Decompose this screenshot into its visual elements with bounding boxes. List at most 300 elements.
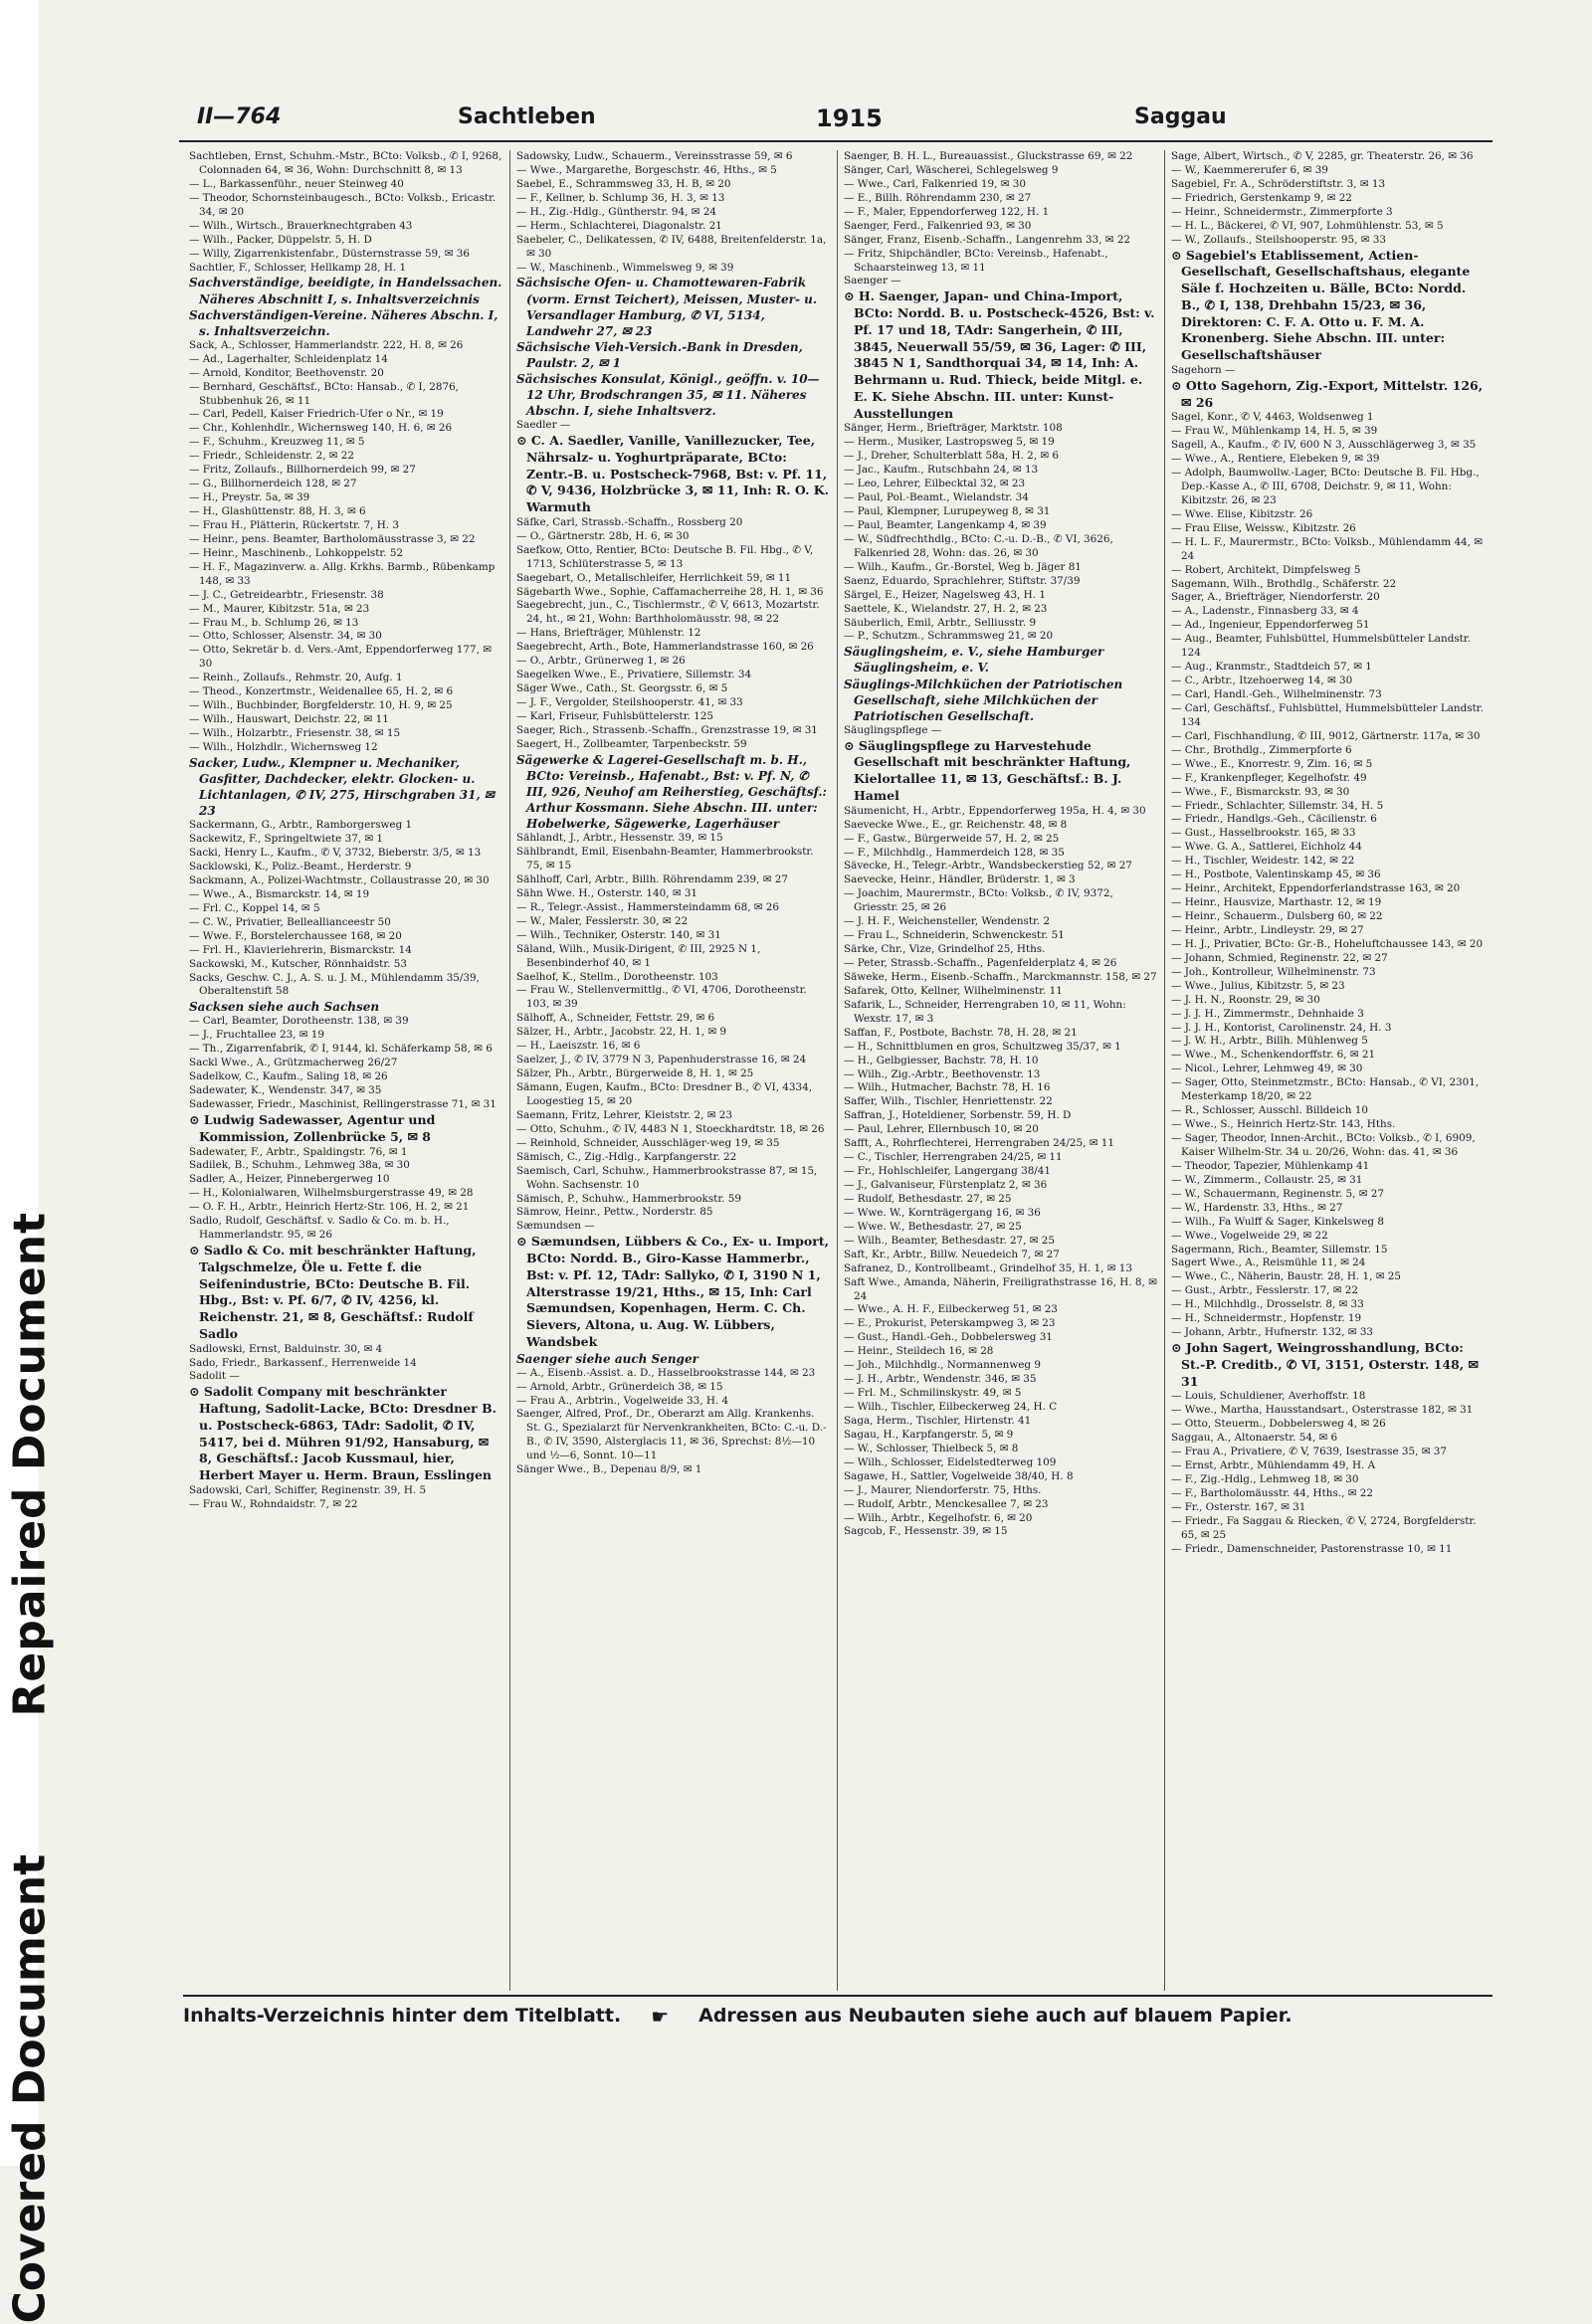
- directory-entry: — Ernst, Arbtr., Mühlendamm 49, H. A: [1171, 1459, 1376, 1471]
- directory-entry: — M., Maurer, Kibitzstr. 51a, ✉ 23: [189, 602, 370, 615]
- directory-entry: — Heinr., Arbtr., Lindleystr. 29, ✉ 27: [1171, 923, 1364, 936]
- directory-entry: — H., Tischler, Weidestr. 142, ✉ 22: [1171, 855, 1355, 868]
- directory-entry: Sählbrandt, Emil, Eisenbahn-Beamter, Hammerbrookstr. 75, ✉ 15: [516, 846, 814, 872]
- page-footer: [183, 1995, 1492, 2029]
- directory-entry: Särke, Chr., Vize, Grindelhof 25, Hths.: [844, 943, 1046, 956]
- directory-entry: — Frau A., Privatiere, ✆ V, 7639, Isestrasse 35, ✉ 37: [1171, 1446, 1447, 1458]
- directory-entry: Saft, Kr., Arbtr., Billw. Neuedeich 7, ✉ 27: [844, 1248, 1060, 1260]
- directory-entry: Saelhof, K., Stellm., Dorotheenstr. 103: [516, 970, 718, 983]
- directory-entry: — Hans, Briefträger, Mühlenstr. 12: [516, 627, 701, 640]
- directory-entry: — Wwe., Martha, Hausstandsart., Osterstrasse 182, ✉ 31: [1171, 1404, 1474, 1417]
- directory-entry: — H., Gelbgiesser, Bachstr. 78, H. 10: [844, 1054, 1039, 1066]
- directory-entry: — J. W. H., Arbtr., Billh. Mühlenweg 5: [1171, 1035, 1368, 1048]
- directory-entry: — Nicol., Lehrer, Lehmweg 49, ✉ 30: [1171, 1063, 1363, 1075]
- directory-entry: — Theodor, Schornsteinbaugesch., BCto: Volksb., Ericastr. 34, ✉ 20: [189, 191, 497, 218]
- directory-entry: — Wwe., C., Näherin, Baustr. 28, H. 1, ✉ 25: [1171, 1270, 1401, 1283]
- directory-entry: Saffer, Wilh., Tischler, Henriettenstr. 22: [844, 1095, 1053, 1108]
- directory-entry: — Frl. M., Schmilinskystr. 49, ✉ 5: [844, 1387, 1022, 1400]
- directory-entry: Säumenicht, H., Arbtr., Eppendorferweg 195a, H. 4, ✉ 30: [844, 804, 1146, 817]
- directory-entry: Sachverständige, beeidigte, in Handelssachen. Näheres Abschnitt I, s. Inhaltsverzeichnis: [189, 276, 502, 306]
- directory-entry: — Wilh., Tischler, Eilbeckerweg 24, H. C: [844, 1401, 1058, 1414]
- directory-entry: — Bernhard, Geschäftsf., BCto: Hansab., ✆ I, 2876, Stubbenhuk 26, ✉ 11: [189, 380, 459, 407]
- directory-entry: — Wilh., Zig.-Arbtr., Beethovenstr. 13: [844, 1067, 1041, 1080]
- directory-entry: Saevecke, Heinr., Händler, Brüderstr. 1, ✉ 3: [844, 873, 1076, 886]
- directory-entry: — Theod., Konzertmstr., Weidenallee 65, H. 2, ✉ 6: [189, 685, 454, 698]
- directory-entry: — F., Krankenpfleger, Kegelhofstr. 49: [1171, 771, 1367, 784]
- directory-entry: Saft Wwe., Amanda, Näherin, Freiligrathstrasse 16, H. 8, ✉ 24: [844, 1275, 1157, 1302]
- directory-entry: Saebeler, C., Delikatessen, ✆ IV, 6488, Breitenfelderstr. 1a, ✉ 30: [516, 233, 827, 260]
- directory-entry: Saffan, F., Postbote, Bachstr. 78, H. 28, ✉ 21: [844, 1026, 1078, 1039]
- directory-entry: ⊙ Sæmundsen, Lübbers & Co., Ex- u. Import, BCto: Nordd. B., Giro-Kasse Hammerbr., Bst: v. Pf. 12, TAdr: Sallyko, ✆ I, 3190 N 1, Alterstrasse 19/21, Hths., ✉ 15, Inh: Carl Sæmundsen, Kopenhagen, Herm. C. Ch. Sievers, Altona, u. Aug. W. Lübbers, Wandsbek: [516, 1234, 829, 1349]
- left-margin-band: [0, 0, 56, 2324]
- directory-entry: — Friedr., Handlgs.-Geh., Cäcilienstr. 6: [1171, 813, 1377, 826]
- directory-entry: — J., Galvaniseur, Fürstenplatz 2, ✉ 36: [844, 1179, 1048, 1192]
- directory-entry: — J. H. N., Roonstr. 29, ✉ 30: [1171, 993, 1320, 1006]
- directory-entry: — L., Barkassenführ., neuer Steinweg 40: [189, 177, 404, 190]
- directory-entry: Sacki, Henry L., Kaufm., ✆ V, 3732, Bieberstr. 3/5, ✉ 13: [189, 847, 482, 860]
- directory-entry: — C., Arbtr., Itzehoerweg 14, ✉ 30: [1171, 675, 1353, 687]
- directory-entry: Säuglingsheim, e. V., siehe Hamburger Säuglingsheim, e. V.: [844, 645, 1104, 676]
- directory-entry: — F., Milchhdlg., Hammerdeich 128, ✉ 35: [844, 846, 1065, 859]
- directory-entry: — Johann, Schmied, Reginenstr. 22, ✉ 27: [1171, 951, 1388, 964]
- directory-entry: — Wwe., Julius, Kibitzstr. 5, ✉ 23: [1171, 979, 1345, 992]
- directory-entry: Saefkow, Otto, Rentier, BCto: Deutsche B. Fil. Hbg., ✆ V, 1713, Schlüterstrasse 5, ✉ 13: [516, 543, 814, 570]
- directory-entry: Saegebrecht, jun., C., Tischlermstr., ✆ V, 6613, Mozartstr. 24, ht., ✉ 21, Wohn: Barthholomäusstr. 98, ✉ 22: [516, 599, 820, 626]
- directory-entry: Sagemann, Wilh., Brothdlg., Schäferstr. 22: [1171, 577, 1397, 590]
- directory-entry: — Carl, Fischhandlung, ✆ III, 9012, Gärtnerstr. 117a, ✉ 30: [1171, 729, 1481, 742]
- directory-entry: ⊙ H. Saenger, Japan- und China-Import, BCto: Nordd. B. u. Postscheck-4526, Bst: v. Pf. 17 und 18, TAdr: Sangerhein, ✆ III, 3845, Neuerwall 55/59, ✉ 36, Lager: ✆ III, 3845 N 1, Sandthorquai 34, ✉ 14, Inh: A. Behrmann u. Rud. Thieck, beide Mitgl. e. E. K. Siehe Abschn. III. unter: Kunst-Ausstellungen: [844, 289, 1155, 421]
- directory-columns: [183, 150, 1492, 1991]
- directory-entry: Saemann, Fritz, Lehrer, Kleiststr. 2, ✉ 23: [516, 1108, 732, 1121]
- directory-entry: Säland, Wilh., Musik-Dirigent, ✆ III, 2925 N 1, Besenbinderhof 40, ✉ 1: [516, 942, 761, 969]
- directory-entry: — Wilh., Arbtr., Kegelhofstr. 6, ✉ 20: [844, 1511, 1033, 1524]
- directory-entry: Sähn Wwe. H., Osterstr. 140, ✉ 31: [516, 886, 698, 899]
- directory-entry: Safranez, D., Kontrollbeamt., Grindelhof 35, H. 1, ✉ 13: [844, 1261, 1132, 1274]
- directory-entry: — H., Preystr. 5a, ✉ 39: [189, 491, 310, 504]
- directory-entry: — P., Schutzm., Schrammsweg 21, ✉ 20: [844, 630, 1054, 643]
- directory-entry: Sacksen siehe auch Sachsen: [189, 1000, 380, 1015]
- directory-entry: — Paul, Klempner, Lurupeyweg 8, ✉ 31: [844, 505, 1051, 517]
- directory-entry: — Peter, Strassb.-Schaffn., Pagenfelderplatz 4, ✉ 26: [844, 957, 1117, 970]
- directory-entry: — Jac., Kaufm., Rutschbahn 24, ✉ 13: [844, 464, 1039, 477]
- directory-entry: Saebel, E., Schrammsweg 33, H. B, ✉ 20: [516, 177, 731, 190]
- directory-entry: — Joh., Milchhdlg., Normannenweg 9: [844, 1359, 1041, 1372]
- directory-entry: Sackmann, A., Polizei-Wachtmstr., Collaustrasse 20, ✉ 30: [189, 873, 490, 886]
- directory-entry: — Paul, Pol.-Beamt., Wielandstr. 34: [844, 491, 1029, 504]
- directory-entry: — Frau W., Mühlenkamp 14, H. 5, ✉ 39: [1171, 425, 1378, 438]
- directory-entry: — W., Maschinenb., Wimmelsweg 9, ✉ 39: [516, 261, 734, 274]
- directory-entry: — Johann, Arbtr., Hufnerstr. 132, ✉ 33: [1171, 1326, 1374, 1339]
- directory-entry: Säuglingspflege —: [844, 723, 942, 736]
- directory-entry: — Wilh., Kaufm., Gr.-Borstel, Weg b. Jäger 81: [844, 560, 1082, 573]
- directory-entry: — Carl, Pedell, Kaiser Friedrich-Ufer o Nr., ✉ 19: [189, 408, 444, 421]
- directory-entry: — Frau M., b. Schlump 26, ✉ 13: [189, 616, 359, 629]
- directory-entry: — Wilh., Wirtsch., Brauerknechtgraben 43: [189, 219, 413, 232]
- directory-entry: Sägebarth Wwe., Sophie, Caffamacherreihe 28, H. 1, ✉ 36: [516, 585, 824, 598]
- column-2: [510, 150, 838, 1991]
- directory-entry: — Sager, Theodor, Innen-Archit., BCto: Volksb., ✆ I, 6909, Kaiser Wilhelm-Str. 34 u. 20/26, Wohn: das. 41, ✉ 36: [1171, 1132, 1476, 1158]
- directory-entry: Sæmundsen —: [516, 1220, 595, 1233]
- directory-entry: Saga, Herm., Tischler, Hirtenstr. 41: [844, 1414, 1032, 1427]
- directory-entry: Säfke, Carl, Strassb.-Schaffn., Rossberg 20: [516, 515, 743, 528]
- directory-entry: — Wilh., Holzhdlr., Wichernsweg 12: [189, 740, 378, 753]
- directory-entry: — Wwe. W., Bethesdastr. 27, ✉ 25: [844, 1220, 1022, 1233]
- directory-entry: Sachverständigen-Vereine. Näheres Abschn. I, s. Inhaltsverzeichn.: [189, 307, 498, 338]
- column-1: [183, 150, 510, 1991]
- directory-entry: Säweke, Herm., Eisenb.-Schaffn., Marckmannstr. 158, ✉ 27: [844, 970, 1157, 983]
- footer-address-note: Adressen aus Neubauten siehe auch auf blauem Papier.: [698, 2005, 1293, 2027]
- directory-entry: — Chr., Brothdlg., Zimmerpforte 6: [1171, 743, 1352, 756]
- directory-entry: — Wwe. F., Borstelerchaussee 168, ✉ 20: [189, 929, 402, 942]
- directory-entry: — Adolph, Baumwollw.-Lager, BCto: Deutsche B. Fil. Hbg., Dep.-Kasse A., ✆ III, 6708, Deichstr. 9, ✉ 11, Wohn: Kibitzstr. 26, ✉ 23: [1171, 467, 1480, 506]
- directory-entry: — Wwe. W., Kornträgergang 16, ✉ 36: [844, 1206, 1041, 1219]
- directory-entry: — Wilh., Hutmacher, Bachstr. 78, H. 16: [844, 1081, 1051, 1094]
- directory-entry: Sänger, Carl, Wäscherei, Schlegelsweg 9: [844, 163, 1059, 176]
- directory-entry: Sacker, Ludw., Klempner u. Mechaniker, Gasfitter, Dachdecker, elektr. Glocken- u. Lichtanlagen, ✆ IV, 275, Hirschgraben 31, ✉ 23: [189, 755, 495, 819]
- directory-entry: — Frau A., Arbtrin., Vogelweide 33, H. 4: [516, 1394, 729, 1407]
- directory-entry: — F., Maler, Eppendorferweg 122, H. 1: [844, 205, 1050, 218]
- directory-entry: — Wilh., Schlosser, Eidelstedterweg 109: [844, 1455, 1057, 1468]
- directory-entry: Sälhoff, A., Schneider, Fettstr. 29, ✉ 6: [516, 1012, 715, 1025]
- directory-entry: — J. H. F., Weichensteller, Wendenstr. 2: [844, 915, 1051, 928]
- directory-entry: — Friedr., Fa Saggau & Riecken, ✆ V, 2724, Borgfelderstr. 65, ✉ 25: [1171, 1514, 1477, 1541]
- directory-entry: Sachtler, F., Schlosser, Hellkamp 28, H. 1: [189, 261, 407, 274]
- directory-entry: Sämrow, Heinr., Pettw., Norderstr. 85: [516, 1206, 713, 1219]
- directory-entry: — W., Kaemmererufer 6, ✉ 39: [1171, 163, 1328, 176]
- directory-entry: Sadlo, Rudolf, Geschäftsf. v. Sadlo & Co. m. b. H., Hammerlandstr. 95, ✉ 26: [189, 1215, 450, 1242]
- directory-entry: — Th., Zigarrenfabrik, ✆ I, 9144, kl. Schäferkamp 58, ✉ 6: [189, 1043, 493, 1056]
- directory-entry: — Wwe., M., Schenkendorffstr. 6, ✉ 21: [1171, 1049, 1376, 1062]
- directory-entry: — Paul, Beamter, Langenkamp 4, ✉ 39: [844, 518, 1047, 531]
- directory-entry: — Leo, Lehrer, Eilbecktal 32, ✉ 23: [844, 478, 1026, 490]
- directory-entry: — H., Schneidermstr., Hopfenstr. 19: [1171, 1312, 1362, 1325]
- directory-entry: — Carl, Beamter, Dorotheenstr. 138, ✉ 39: [189, 1015, 409, 1028]
- directory-entry: — E., Billh. Röhrendamm 230, ✉ 27: [844, 191, 1032, 204]
- directory-entry: — Heinr., Hausvize, Marthastr. 12, ✉ 19: [1171, 896, 1382, 909]
- margin-stamp-top: Repaired Document: [4, 1211, 56, 1717]
- directory-entry: ⊙ Sadolit Company mit beschränkter Haftung, Sadolit-Lacke, BCto: Dresdner B. u. Postscheck-6863, TAdr: Sadolit, ✆ IV, 5417, bei d. Mühren 91/92, Hansaburg, ✉ 8, Geschäftsf.: Jacob Kussmaul, hier, Herbert Mayer u. Herm. Braun, Esslingen: [189, 1384, 498, 1483]
- directory-entry: — H. L. F., Maurermstr., BCto: Volksb., Mühlendamm 44, ✉ 24: [1171, 535, 1483, 562]
- directory-entry: Sacklowski, K., Poliz.-Beamt., Herderstr. 9: [189, 861, 412, 872]
- directory-entry: — Wwe., F., Bismarckstr. 93, ✉ 30: [1171, 785, 1350, 798]
- directory-entry: — H., Zig.-Hdlg., Güntherstr. 94, ✉ 24: [516, 205, 716, 218]
- directory-entry: Sadilek, B., Schuhm., Lehmweg 38a, ✉ 30: [189, 1159, 410, 1172]
- directory-entry: Safarek, Otto, Kellner, Wilhelminenstr. 11: [844, 984, 1063, 997]
- directory-entry: — Louis, Schuldiener, Averhoffstr. 18: [1171, 1390, 1366, 1403]
- directory-entry: Sämisch, C., Zig.-Hdlg., Karpfangerstr. 22: [516, 1150, 737, 1163]
- directory-entry: — O., Gärtnerstr. 28b, H. 6, ✉ 30: [516, 529, 690, 542]
- directory-entry: Saenger, Alfred, Prof., Dr., Oberarzt am Allg. Krankenhs. St. G., Spezialarzt für Nervenkrankheiten, BCto: C.-u. D.-B., ✆ IV, 3590, Alsterglacis 11, ✉ 36, Sprechst: 8½—10 und ½—6, Sonnt. 10—11: [516, 1408, 827, 1462]
- directory-entry: — Wwe., A. H. F., Eilbeckerweg 51, ✉ 23: [844, 1303, 1058, 1316]
- directory-entry: Sagell, A., Kaufm., ✆ IV, 600 N 3, Ausschlägerweg 3, ✉ 35: [1171, 439, 1477, 452]
- directory-entry: Sage, Albert, Wirtsch., ✆ V, 2285, gr. Theaterstr. 26, ✉ 36: [1171, 150, 1474, 162]
- directory-entry: Saemisch, Carl, Schuhw., Hammerbrookstrasse 87, ✉ 15, Wohn. Sachsenstr. 10: [516, 1164, 818, 1191]
- directory-entry: Sadelkow, C., Kaufm., Saling 18, ✉ 26: [189, 1070, 388, 1083]
- directory-entry: Sämann, Eugen, Kaufm., BCto: Dresdner B., ✆ VI, 4334, Loogestieg 15, ✉ 20: [516, 1081, 813, 1107]
- directory-entry: — H., Postbote, Valentinskamp 45, ✉ 36: [1171, 869, 1381, 881]
- directory-entry: — Wilh., Holzarbtr., Friesenstr. 38, ✉ 15: [189, 727, 401, 739]
- directory-entry: — Wwe., Vogelweide 29, ✉ 22: [1171, 1229, 1328, 1242]
- directory-entry: Sado, Friedr., Barkassenf., Herrenweide 14: [189, 1356, 417, 1369]
- footer-index-note: Inhalts-Verzeichnis hinter dem Titelblatt.: [183, 2005, 622, 2027]
- directory-entry: — A., Eisenb.-Assist. a. D., Hasselbrookstrasse 144, ✉ 23: [516, 1366, 816, 1379]
- directory-entry: — Wilh., Buchbinder, Borgfelderstr. 10, H. 9, ✉ 25: [189, 699, 453, 712]
- directory-entry: — R., Schlosser, Ausschl. Billdeich 10: [1171, 1104, 1368, 1117]
- directory-entry: Saelzer, J., ✆ IV, 3779 N 3, Papenhuderstrasse 16, ✉ 24: [516, 1054, 807, 1066]
- directory-entry: Sadewater, F., Arbtr., Spaldingstr. 76, ✉ 1: [189, 1145, 408, 1158]
- directory-entry: — Friedr., Schlachter, Sillemstr. 34, H. 5: [1171, 799, 1384, 812]
- directory-entry: Safft, A., Rohrflechterei, Herrengraben 24/25, ✉ 11: [844, 1137, 1114, 1150]
- directory-entry: — Frau W., Rohndaidstr. 7, ✉ 22: [189, 1497, 358, 1510]
- directory-entry: — J. C., Getreidearbtr., Friesenstr. 38: [189, 588, 384, 601]
- directory-entry: — Sager, Otto, Steinmetzmstr., BCto: Hansab., ✆ VI, 2301, Mesterkamp 18/20, ✉ 22: [1171, 1076, 1480, 1103]
- directory-entry: — W., Zollaufs., Steilshooperstr. 95, ✉ 33: [1171, 233, 1386, 246]
- directory-entry: — Wwe., A., Bismarckstr. 14, ✉ 19: [189, 887, 370, 900]
- directory-entry: Saeger, Rich., Strassenb.-Schaffn., Grenzstrasse 19, ✉ 31: [516, 723, 818, 736]
- directory-entry: — Ad., Ingenieur, Eppendorferweg 51: [1171, 619, 1370, 632]
- header-left-keyword: Sachtleben: [458, 104, 596, 129]
- directory-entry: Sackowski, M., Kutscher, Rönnhaidstr. 53: [189, 957, 407, 970]
- directory-entry: — Theodor, Tapezier, Mühlenkamp 41: [1171, 1159, 1370, 1172]
- directory-entry: — Frl. C., Koppel 14, ✉ 5: [189, 901, 320, 914]
- directory-entry: — Heinr., Maschinenb., Lohkoppelstr. 52: [189, 546, 404, 559]
- directory-entry: — H., Kolonialwaren, Wilhelmsburgerstrasse 49, ✉ 28: [189, 1187, 474, 1200]
- directory-entry: Sählhoff, Carl, Arbtr., Billh. Röhrendamm 239, ✉ 27: [516, 872, 788, 885]
- directory-entry: — Wilh., Beamter, Bethesdastr. 27, ✉ 25: [844, 1234, 1056, 1247]
- directory-entry: Sack, A., Schlosser, Hammerlandstr. 222, H. 8, ✉ 26: [189, 338, 464, 351]
- directory-entry: — Friedr., Schleidenstr. 2, ✉ 22: [189, 450, 355, 463]
- directory-entry: — Karl, Friseur, Fuhlsbüttelerstr. 125: [516, 709, 713, 722]
- directory-entry: Saevecke Wwe., E., gr. Reichenstr. 48, ✉ 8: [844, 818, 1068, 831]
- directory-entry: Saedler —: [516, 419, 571, 432]
- directory-entry: — Wwe. G. A., Sattlerei, Eichholz 44: [1171, 841, 1362, 854]
- directory-entry: ⊙ Ludwig Sadewasser, Agentur und Kommission, Zollenbrücke 5, ✉ 8: [189, 1112, 436, 1144]
- directory-entry: Safarik, L., Schneider, Herrengraben 10, ✉ 11, Wohn: Wexstr. 17, ✉ 3: [844, 998, 1126, 1025]
- directory-entry: — W., Südfrechthdlg., BCto: C.-u. D.-B., ✆ VI, 3626, Falkenried 28, Wohn: das. 26, ✉ 30: [844, 532, 1113, 559]
- directory-entry: — R., Telegr.-Assist., Hammersteindamm 68, ✉ 26: [516, 900, 780, 913]
- directory-entry: — Reinhold, Schneider, Ausschläger-weg 19, ✉ 35: [516, 1136, 780, 1149]
- directory-entry: — Wwe. Elise, Kibitzstr. 26: [1171, 507, 1313, 520]
- directory-entry: — Frau W., Stellenvermittlg., ✆ VI, 4706, Dorotheenstr. 103, ✉ 39: [516, 984, 807, 1011]
- directory-entry: — H., Laeiszstr. 16, ✉ 6: [516, 1040, 641, 1053]
- header-right-keyword: Saggau: [1134, 104, 1227, 129]
- directory-entry: — J., Maurer, Niendorferstr. 75, Hths.: [844, 1483, 1042, 1496]
- directory-entry: — G., Billhornerdeich 128, ✉ 27: [189, 478, 357, 490]
- directory-entry: — J., Dreher, Schulterblatt 58a, H. 2, ✉ 6: [844, 450, 1059, 463]
- directory-entry: — H., Glashüttenstr. 88, H. 3, ✉ 6: [189, 505, 366, 517]
- directory-entry: — O. F. H., Arbtr., Heinrich Hertz-Str. 106, H. 2, ✉ 21: [189, 1201, 470, 1214]
- directory-entry: Sänger, Franz, Eisenb.-Schaffn., Langenrehm 33, ✉ 22: [844, 233, 1131, 246]
- directory-entry: — Frau L., Schneiderin, Schwenckestr. 51: [844, 929, 1065, 942]
- directory-entry: Sadler, A., Heizer, Pinnebergerweg 10: [189, 1173, 390, 1186]
- directory-entry: — Arnold, Konditor, Beethovenstr. 20: [189, 366, 384, 379]
- directory-entry: — Rudolf, Bethesdastr. 27, ✉ 25: [844, 1192, 1012, 1205]
- header-year: 1915: [816, 104, 883, 132]
- directory-entry: Saegebart, O., Metallschleifer, Herrlichkeit 59, ✉ 11: [516, 571, 792, 584]
- directory-entry: — Otto, Sekretär b. d. Vers.-Amt, Eppendorferweg 177, ✉ 30: [189, 644, 492, 671]
- directory-entry: Sagcob, F., Hessenstr. 39, ✉ 15: [844, 1525, 1008, 1538]
- directory-entry: — W., Hardenstr. 33, Hths., ✉ 27: [1171, 1201, 1343, 1214]
- directory-entry: — J. J. H., Zimmermstr., Dehnhaide 3: [1171, 1007, 1364, 1020]
- directory-entry: ⊙ Sadlo & Co. mit beschränkter Haftung, Talgschmelze, Öle u. Fette f. die Seifenindustrie, BCto: Deutsche B. Fil. Hbg., Bst: v. Pf. 6/7, ✆ IV, 4256, kl. Reichenstr. 21, ✉ 8, Geschäftsf.: Rudolf Sadlo: [189, 1243, 477, 1341]
- directory-entry: — Joachim, Maurermstr., BCto: Volksb., ✆ IV, 9372, Griesstr. 25, ✉ 26: [844, 887, 1113, 914]
- page-header: [179, 95, 1492, 142]
- directory-entry: — F., Kellner, b. Schlump 36, H. 3, ✉ 13: [516, 191, 725, 204]
- directory-entry: Sagermann, Rich., Beamter, Sillemstr. 15: [1171, 1243, 1388, 1256]
- directory-entry: — Wwe., A., Rentiere, Elebeken 9, ✉ 39: [1171, 453, 1380, 466]
- directory-entry: Saegert, H., Zollbeamter, Tarpenbeckstr. 59: [516, 737, 747, 750]
- directory-entry: — Joh., Kontrolleur, Wilhelminenstr. 73: [1171, 965, 1376, 978]
- directory-entry: — Paul, Lehrer, Ellernbusch 10, ✉ 20: [844, 1123, 1039, 1136]
- directory-entry: — A., Ladenstr., Finnasberg 33, ✉ 4: [1171, 605, 1359, 618]
- directory-entry: — Rudolf, Arbtr., Menckesallee 7, ✉ 23: [844, 1497, 1049, 1510]
- directory-entry: — W., Maler, Fesslerstr. 30, ✉ 22: [516, 914, 689, 927]
- directory-entry: ⊙ John Sagert, Weingrosshandlung, BCto: St.-P. Creditb., ✆ VI, 3151, Osterstr. 148, ✉ 31: [1171, 1340, 1479, 1389]
- directory-entry: — Otto, Schuhm., ✆ IV, 4483 N 1, Stoeckhardtstr. 18, ✉ 26: [516, 1122, 825, 1135]
- directory-entry: — Carl, Handl.-Geh., Wilhelminenstr. 73: [1171, 688, 1382, 700]
- directory-entry: Sagau, H., Karpfangerstr. 5, ✉ 9: [844, 1428, 1014, 1441]
- directory-entry: — F., Bartholomäusstr. 44, Hths., ✉ 22: [1171, 1486, 1373, 1499]
- directory-entry: Sagehorn —: [1171, 363, 1236, 376]
- directory-entry: Särgel, E., Heizer, Nagelsweg 43, H. 1: [844, 588, 1046, 601]
- directory-entry: — Heinr., Schneidermstr., Zimmerpforte 3: [1171, 205, 1393, 218]
- directory-entry: — Frau H., Plätterin, Rückertstr. 7, H. 3: [189, 518, 399, 531]
- directory-entry: ⊙ C. A. Saedler, Vanille, Vanillezucker, Tee, Nährsalz- u. Yoghurtpräparate, BCto: Zentr.-B. u. Postscheck-7968, Bst: v. Pf. 11, ✆ V, 9436, Holzbrücke 3, ✉ 11, Inh: R. O. K. Warmuth: [516, 433, 830, 515]
- directory-entry: Saenger siehe auch Senger: [516, 1351, 698, 1366]
- directory-entry: Saggau, A., Altonaerstr. 54, ✉ 6: [1171, 1432, 1338, 1445]
- directory-entry: — H. F., Magazinverw. a. Allg. Krkhs. Barmb., Rübenkamp 148, ✉ 33: [189, 560, 496, 587]
- directory-entry: Sählandt, J., Arbtr., Hessenstr. 39, ✉ 15: [516, 832, 723, 845]
- directory-entry: — Wwe., S., Heinrich Hertz-Str. 143, Hths.: [1171, 1118, 1396, 1131]
- directory-entry: — Gust., Handl.-Geh., Dobbelersweg 31: [844, 1331, 1053, 1344]
- pointing-hand-icon: ☛: [651, 2005, 670, 2029]
- directory-entry: — J. H., Arbtr., Wendenstr. 346, ✉ 35: [844, 1373, 1037, 1386]
- directory-entry: ⊙ Sagebiel's Etablissement, Actien-Gesellschaft, Gesellschaftshaus, elegante Säle f. Hochzeiten u. Bälle, BCto: Nordd. B., ✆ I, 138, Drehbahn 15/23, ✉ 36, Direktoren: C. F. A. Otto u. F. M. A. Kronenberg. Siehe Abschn. III. unter: Gesellschaftshäuser: [1171, 247, 1471, 363]
- directory-entry: Sänger Wwe., B., Depenau 8/9, ✉ 1: [516, 1463, 702, 1476]
- column-4: [1165, 150, 1492, 1991]
- directory-entry: — Fritz, Shipchändler, BCto: Vereinsb., Hafenabt., Schaarsteinweg 13, ✉ 11: [844, 247, 1108, 274]
- directory-entry: Sadowsky, Ludw., Schauerm., Vereinsstrasse 59, ✉ 6: [516, 150, 793, 162]
- directory-entry: — Chr., Kohlenhdlr., Wichernsweg 140, H. 6, ✉ 26: [189, 422, 453, 435]
- directory-entry: — W., Schlosser, Thielbeck 5, ✉ 8: [844, 1442, 1019, 1454]
- directory-entry: Säuglings-Milchküchen der Patriotischen Gesellschaft, siehe Milchküchen der Patriotischen Gesellschaft.: [844, 677, 1123, 723]
- directory-entry: ⊙ Säuglingspflege zu Harvestehude Gesellschaft mit beschränkter Haftung, Kielortallee 11, ✉ 13, Geschäftsf.: B. J. Hamel: [844, 737, 1131, 803]
- directory-entry: — Heinr., Architekt, Eppendorferlandstrasse 163, ✉ 20: [1171, 882, 1461, 895]
- directory-entry: — C. W., Privatier, Belleallianceestr 50: [189, 915, 391, 928]
- directory-entry: Sächsische Ofen- u. Chamottewaren-Fabrik (vorm. Ernst Teichert), Meissen, Muster- u. Versandlager Hamburg, ✆ VI, 5134, Landwehr 27, ✉ 23: [516, 276, 818, 338]
- directory-entry: Saenger, Ferd., Falkenried 93, ✉ 30: [844, 219, 1032, 232]
- directory-entry: — H. L., Bäckerei, ✆ VI, 907, Lohmühlenstr. 53, ✉ 5: [1171, 219, 1444, 232]
- directory-entry: — Willy, Zigarrenkistenfabr., Düsternstrasse 59, ✉ 36: [189, 247, 470, 260]
- directory-entry: — W., Schauermann, Reginenstr. 5, ✉ 27: [1171, 1187, 1384, 1200]
- directory-entry: Sägewerke & Lagerei-Gesellschaft m. b. H., BCto: Vereinsb., Hafenabt., Bst: v. Pf. N, ✆ III, 926, Neuhof am Reiherstieg, Geschäftsf.: Arthur Kossmann. Siehe Abschn. III. unter: Hobelwerke, Sägewerke, Lagerhäuser: [516, 752, 827, 832]
- directory-entry: — Heinr., Steildech 16, ✉ 28: [844, 1345, 994, 1358]
- directory-entry: Sadewater, K., Wendenstr. 347, ✉ 35: [189, 1084, 382, 1097]
- directory-entry: — Arnold, Arbtr., Grünerdeich 38, ✉ 15: [516, 1380, 723, 1393]
- directory-entry: Sagel, Konr., ✆ V, 4463, Woldsenweg 1: [1171, 411, 1374, 424]
- directory-entry: — W., Zimmerm., Collaustr. 25, ✉ 31: [1171, 1173, 1363, 1186]
- directory-entry: — H. J., Privatier, BCto: Gr.-B., Hoheluftchaussee 143, ✉ 20: [1171, 937, 1484, 950]
- directory-entry: — Friedrich, Gerstenkamp 9, ✉ 22: [1171, 191, 1352, 204]
- directory-entry: — Carl, Geschäftsf., Fuhlsbüttel, Hummelsbütteler Landstr. 134: [1171, 701, 1484, 728]
- directory-entry: — Wwe., E., Knorrestr. 9, Zim. 16, ✉ 5: [1171, 757, 1373, 770]
- directory-entry: Saettele, K., Wielandstr. 27, H. 2, ✉ 23: [844, 602, 1048, 615]
- directory-entry: — Reinh., Zollaufs., Rehmstr. 20, Aufg. 1: [189, 672, 403, 684]
- directory-entry: Sälzer, Ph., Arbtr., Bürgerweide 8, H. 1, ✉ 25: [516, 1067, 754, 1080]
- directory-entry: — Wilh., Packer, Düppelstr. 5, H. D: [189, 233, 372, 246]
- directory-entry: — H., Schnittblumen en gros, Schultzweg 35/37, ✉ 1: [844, 1040, 1121, 1053]
- directory-page: [179, 95, 1492, 2074]
- directory-entry: — Wwe., Carl, Falkenried 19, ✉ 30: [844, 177, 1026, 190]
- directory-entry: Sächsisches Konsulat, Königl., geöffn. v. 10—12 Uhr, Brodschrangen 35, ✉ 11. Näheres Abschn. I, siehe Inhaltsverz.: [516, 371, 820, 419]
- directory-entry: — O., Arbtr., Grünerweg 1, ✉ 26: [516, 655, 686, 668]
- directory-entry: Sagert Wwe., A., Reismühle 11, ✉ 24: [1171, 1257, 1366, 1269]
- directory-entry: Säger Wwe., Cath., St. Georgsstr. 6, ✉ 5: [516, 682, 728, 695]
- margin-stamp-bottom: Covered Document: [4, 1853, 56, 2324]
- directory-entry: Sächsische Vieh-Versich.-Bank in Dresden, Paulstr. 2, ✉ 1: [516, 339, 803, 370]
- directory-entry: — Aug., Kranmstr., Stadtdeich 57, ✉ 1: [1171, 661, 1372, 674]
- directory-entry: — Otto, Steuerm., Dobbelersweg 4, ✉ 26: [1171, 1418, 1386, 1431]
- directory-entry: Sackl Wwe., A., Grützmacherweg 26/27: [189, 1057, 398, 1069]
- directory-entry: — Gust., Arbtr., Fesslerstr. 17, ✉ 22: [1171, 1284, 1359, 1297]
- directory-entry: Sadowski, Carl, Schiffer, Reginenstr. 39, H. 5: [189, 1483, 427, 1496]
- directory-entry: — Ad., Lagerhalter, Schleidenplatz 14: [189, 352, 388, 365]
- directory-entry: Säuberlich, Emil, Arbtr., Selliusstr. 9: [844, 616, 1037, 629]
- directory-entry: — J. F., Vergolder, Steilshooperstr. 41, ✉ 33: [516, 696, 743, 709]
- directory-entry: — Heinr., Schauerm., Dulsberg 60, ✉ 22: [1171, 910, 1383, 922]
- page-number: II—764: [197, 104, 282, 129]
- directory-entry: Sävecke, H., Telegr.-Arbtr., Wandsbeckerstieg 52, ✉ 27: [844, 860, 1132, 872]
- directory-entry: Sadewasser, Friedr., Maschinist, Rellingerstrasse 71, ✉ 31: [189, 1098, 497, 1111]
- directory-entry: Saenger, B. H. L., Bureauassist., Gluckstrasse 69, ✉ 22: [844, 150, 1133, 162]
- directory-entry: Sagawe, H., Sattler, Vogelweide 38/40, H. 8: [844, 1469, 1074, 1482]
- directory-entry: Sadlowski, Ernst, Balduinstr. 30, ✉ 4: [189, 1342, 383, 1355]
- directory-entry: Sackewitz, F., Springeltwiete 37, ✉ 1: [189, 833, 384, 846]
- directory-entry: — Wilh., Hauswart, Deichstr. 22, ✉ 11: [189, 713, 389, 726]
- directory-entry: Saegebrecht, Arth., Bote, Hammerlandstrasse 160, ✉ 26: [516, 641, 814, 654]
- directory-entry: — F., Zig.-Hdlg., Lehmweg 18, ✉ 30: [1171, 1472, 1359, 1485]
- directory-entry: — Wilh., Fa Wulff & Sager, Kinkelsweg 8: [1171, 1215, 1384, 1228]
- directory-entry: ⊙ Otto Sagehorn, Zig.-Export, Mittelstr. 126, ✉ 26: [1171, 377, 1484, 410]
- directory-entry: — Wilh., Techniker, Osterstr. 140, ✉ 31: [516, 928, 721, 941]
- directory-entry: Sager, A., Briefträger, Niendorferstr. 20: [1171, 591, 1380, 604]
- directory-entry: — Herm., Schlachterei, Diagonalstr. 21: [516, 219, 722, 232]
- directory-entry: — Robert, Architekt, Dimpfelsweg 5: [1171, 563, 1361, 576]
- directory-entry: Saffran, J., Hoteldiener, Sorbenstr. 59, H. D: [844, 1109, 1072, 1122]
- directory-entry: Sackermann, G., Arbtr., Ramborgersweg 1: [189, 819, 413, 832]
- directory-entry: — Heinr., pens. Beamter, Bartholomäusstrasse 3, ✉ 22: [189, 532, 476, 545]
- directory-entry: — J., Fruchtallee 23, ✉ 19: [189, 1029, 325, 1042]
- directory-entry: — Fritz, Zollaufs., Billhornerdeich 99, ✉ 27: [189, 464, 416, 477]
- directory-entry: Sadolit —: [189, 1370, 240, 1383]
- directory-entry: Saenger —: [844, 275, 901, 288]
- directory-entry: — Aug., Beamter, Fuhlsbüttel, Hummelsbütteler Landstr. 124: [1171, 633, 1471, 660]
- directory-entry: Sagebiel, Fr. A., Schröderstiftstr. 3, ✉ 13: [1171, 177, 1386, 190]
- directory-entry: — F., Schuhm., Kreuzweg 11, ✉ 5: [189, 436, 365, 449]
- directory-entry: — J. J. H., Kontorist, Carolinenstr. 24, H. 3: [1171, 1021, 1392, 1034]
- directory-entry: — F., Gastw., Bürgerweide 57, H. 2, ✉ 25: [844, 832, 1060, 845]
- directory-entry: — Friedr., Damenschneider, Pastorenstrasse 10, ✉ 11: [1171, 1542, 1453, 1555]
- directory-entry: Sacks, Geschw. C. J., A. S. u. J. M., Mühlendamm 35/39, Oberaltenstift 58: [189, 971, 480, 998]
- directory-entry: — Wwe., Margarethe, Borgeschstr. 46, Hths., ✉ 5: [516, 163, 777, 176]
- directory-entry: — C., Tischler, Herrengraben 24/25, ✉ 11: [844, 1151, 1063, 1164]
- column-3: [838, 150, 1165, 1991]
- directory-entry: — Gust., Hasselbrookstr. 165, ✉ 33: [1171, 827, 1356, 840]
- directory-entry: Saenz, Eduardo, Sprachlehrer, Stiftstr. 37/39: [844, 574, 1081, 587]
- directory-entry: Saegelken Wwe., E., Privatiere, Sillemstr. 34: [516, 669, 752, 681]
- directory-entry: — Frau Elise, Weissw., Kibitzstr. 26: [1171, 521, 1356, 534]
- directory-entry: — E., Prokurist, Peterskampweg 3, ✉ 23: [844, 1317, 1056, 1330]
